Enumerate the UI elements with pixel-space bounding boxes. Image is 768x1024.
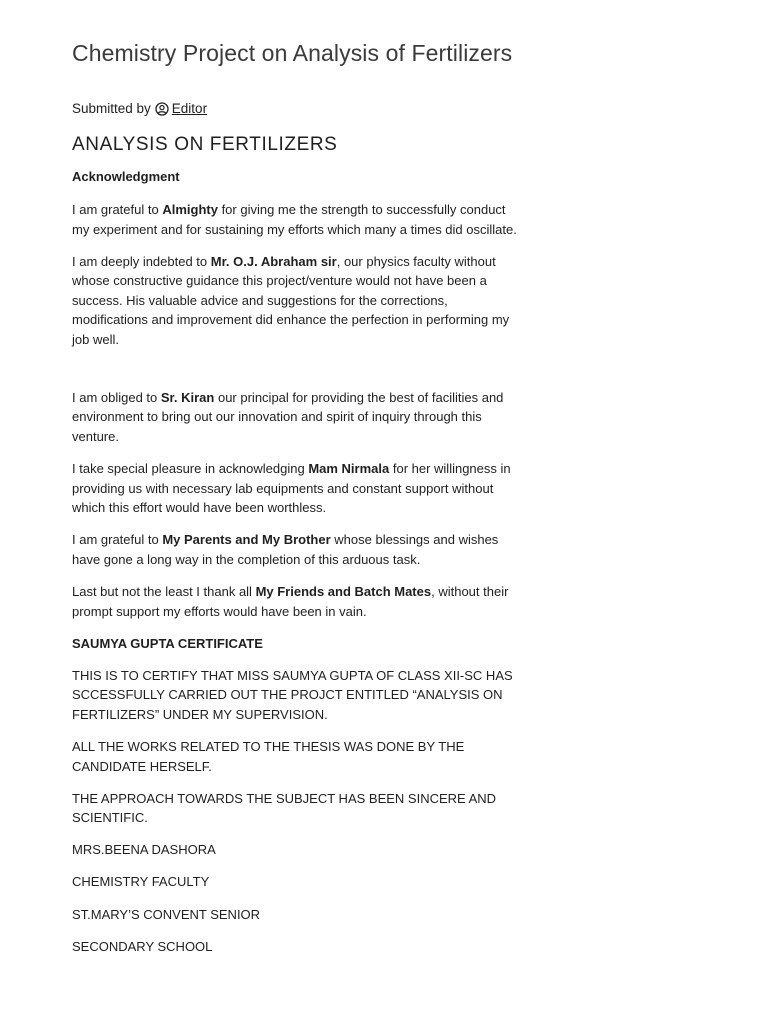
paragraph-parents: I am grateful to My Parents and My Brother whose blessings and wishes have gone a long way in the completion of this arduous task. (72, 532, 499, 567)
document-heading: ANALYSIS ON FERTILIZERS (72, 134, 338, 155)
certificate-works: ALL THE WORKS RELATED TO THE THESIS WAS DONE BY THE CANDIDATE HERSELF. (72, 738, 465, 774)
acknowledgment-heading: Acknowledgment (72, 169, 180, 184)
signatory-role: CHEMISTRY FACULTY (72, 874, 210, 890)
certificate-approach: THE APPROACH TOWARDS THE SUBJECT HAS BEEN SINCERE AND SCIENTIFIC. (72, 790, 497, 826)
paragraph-lab-support: I take special pleasure in acknowledging Mam Nirmala for her willingness in providing us with necessary lab equipments and constant support without which this effort would have been worthless. (72, 460, 511, 516)
paragraph-principal: I am obliged to Sr. Kiran our principal for providing the best of facilities and environment to bring out our innovation and spirit of inquiry through this venture. (72, 389, 504, 444)
certificate-statement: THIS IS TO CERTIFY THAT MISS SAUMYA GUPTA OF CLASS XII-SC HAS SCCESSFULLY CARRIED OUT THE PROJCT ENTITLED “ANALYSIS ON FERTILIZERS” UNDER MY SUPERVISION. (72, 667, 513, 722)
paragraph-almighty: I am grateful to Almighty for giving me the strength to successfully conduct my experiment and for sustaining my efforts which many a times did oscillate. (72, 202, 517, 237)
author-link[interactable]: Editor (171, 101, 208, 116)
paragraph-physics-faculty: I am deeply indebted to Mr. O.J. Abraham sir, our physics faculty without whose constructive guidance this project/venture would not have been a success. His valuable advice and suggestions for the corrections, modifications and improvement did enhance the perfection in performing my job well. (72, 253, 510, 348)
school-name-line1: ST.MARY’S CONVENT SENIOR (72, 906, 261, 922)
page-title: Chemistry Project on Analysis of Fertilizers (72, 40, 513, 66)
document-body (72, 130, 524, 969)
user-circle-icon (155, 102, 169, 116)
school-name-line2: SECONDARY SCHOOL (72, 938, 213, 954)
byline-prefix: Submitted by (72, 101, 151, 116)
byline (72, 101, 207, 116)
paragraph-friends: Last but not the least I thank all My Friends and Batch Mates, without their prompt support my efforts would have been in vain. (72, 583, 509, 619)
certificate-heading: SAUMYA GUPTA CERTIFICATE (72, 635, 263, 651)
signatory-name: MRS.BEENA DASHORA (72, 842, 216, 858)
